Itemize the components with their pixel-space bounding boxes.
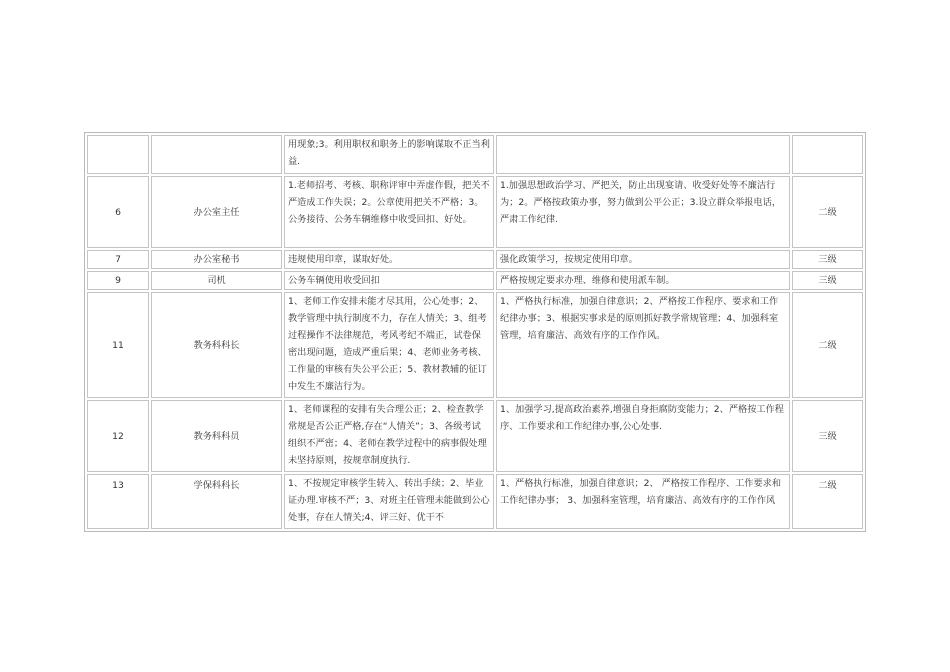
measure-cell: 1、严格执行标准，加强自律意识；2、 严格按工作程序、工作要求和工作纪律办事； 3、加强科室管理，培育廉洁、高效有序的工作作风 [496, 474, 790, 529]
risk-level: 三级 [792, 250, 863, 269]
risk-level: 三级 [792, 400, 863, 472]
table-row [87, 135, 863, 174]
risk-cell: 公务车辆使用收受回扣 [284, 271, 494, 290]
risk-table [84, 132, 866, 532]
table-row [87, 176, 863, 248]
position-name: 办公室主任 [151, 176, 282, 248]
table-row [87, 400, 863, 472]
table-row [87, 250, 863, 269]
position-name: 教务科科长 [151, 292, 282, 398]
row-number [87, 135, 149, 174]
row-number: 6 [87, 176, 149, 248]
risk-cell: 违规使用印章，谋取好处。 [284, 250, 494, 269]
risk-level: 二级 [792, 292, 863, 398]
row-number: 7 [87, 250, 149, 269]
measure-cell [496, 135, 790, 174]
risk-cell: 用现象;3。利用职权和职务上的影响谋取不正当利益. [284, 135, 494, 174]
position-name: 办公室秘书 [151, 250, 282, 269]
table-row [87, 271, 863, 290]
position-name: 学保科科长 [151, 474, 282, 529]
row-number: 9 [87, 271, 149, 290]
risk-cell: 1、老师工作安排未能才尽其用，公心处事；2、教学管理中执行制度不力，存在人情关；3、组考过程操作不法律规范，考风考纪不端正，试卷保密出现问题，造成严重后果；4、老师业务考核、工作量的审核有失公平公正；5、教材教辅的征订中发生不廉洁行为。 [284, 292, 494, 398]
measure-cell: 强化政策学习，按规定使用印章。 [496, 250, 790, 269]
row-number: 13 [87, 474, 149, 529]
table-row [87, 292, 863, 398]
measure-cell: 1、严格执行标准，加强自律意识；2、严格按工作程序、要求和工作纪律办事；3、根据实事求是的原则抓好教学常规管理；4、加强科室管理，培育廉洁、高效有序的工作作风。 [496, 292, 790, 398]
risk-cell: 1、不按规定审核学生转入、转出手续；2、毕业证办理.审核不严；3、对班主任管理未能做到公心处事，存在人情关;4、评三好、优干不 [284, 474, 494, 529]
risk-level [792, 135, 863, 174]
risk-cell: 1、老师课程的安排有失合理公正；2、检查教学常规是否公正严格,存在“人情关”；3、各级考试组织不严密；4、老师在教学过程中的病事假处理未坚持原则，按规章制度执行. [284, 400, 494, 472]
table-row [87, 474, 863, 529]
risk-level: 二级 [792, 176, 863, 248]
risk-level: 三级 [792, 271, 863, 290]
measure-cell: 1、加强学习,提高政治素养,增强自身拒腐防变能力；2、严格按工作程序、工作要求和工作纪律办事,公心处事. [496, 400, 790, 472]
row-number: 11 [87, 292, 149, 398]
row-number: 12 [87, 400, 149, 472]
position-name [151, 135, 282, 174]
risk-cell: 1.老师招考、考核、职称评审中弄虚作假，把关不严造成工作失误；2。公章使用把关不严格；3。公务接待、公务车辆维修中收受回扣、好处。 [284, 176, 494, 248]
measure-cell: 1.加强思想政治学习、严把关，防止出现宴请、收受好处等不廉洁行为；2。严格按政策办事，努力做到公平公正；3.设立群众举报电话，严肃工作纪律. [496, 176, 790, 248]
measure-cell: 严格按规定要求办理、维修和使用派车制。 [496, 271, 790, 290]
position-name: 教务科科员 [151, 400, 282, 472]
position-name: 司机 [151, 271, 282, 290]
risk-level: 二级 [792, 474, 863, 529]
